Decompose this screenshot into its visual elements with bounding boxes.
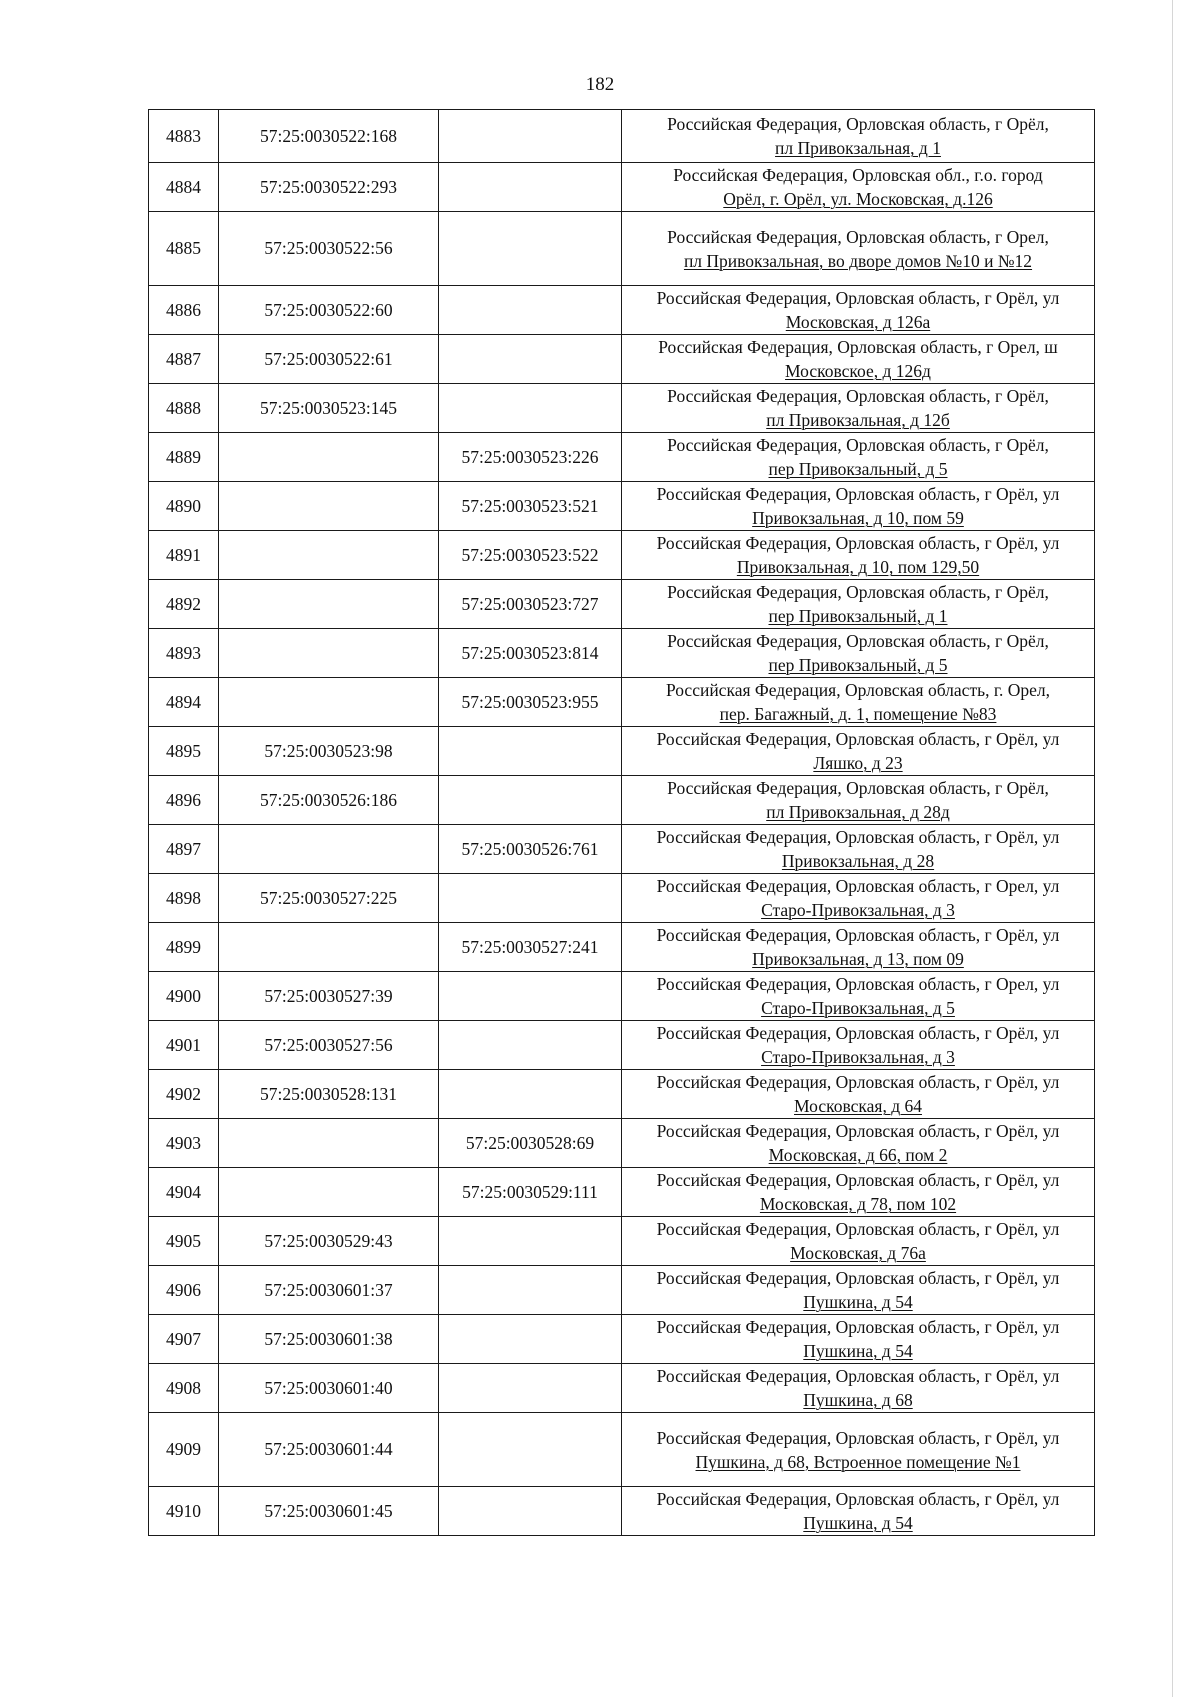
- cadastral-number-cell: 57:25:0030601:40: [219, 1364, 439, 1413]
- address-line: Привокзальная, д 10, пом 59: [752, 508, 964, 528]
- premises-cadastral-number-cell: 57:25:0030523:727: [439, 580, 622, 629]
- address-line: Московская, д 76а: [790, 1243, 926, 1263]
- address-line: Привокзальная, д 28: [781, 851, 935, 871]
- row-number-cell: 4895: [149, 727, 219, 776]
- address-line: Российская Федерация, Орловская область, г Орел, ул: [656, 876, 1060, 896]
- premises-cadastral-number-cell: [439, 384, 622, 433]
- table-row: [149, 482, 1095, 531]
- table-row: [149, 1119, 1095, 1168]
- table-row: [149, 1021, 1095, 1070]
- cadastral-number-cell: [219, 629, 439, 678]
- premises-cadastral-number-cell: [439, 1315, 622, 1364]
- address-line: Пушкина, д 68, Встроенное помещение №1: [695, 1451, 1021, 1472]
- cadastral-number-cell: [219, 1119, 439, 1168]
- row-number-cell: 4886: [149, 286, 219, 335]
- address-cell: [622, 163, 1095, 212]
- table-row: [149, 629, 1095, 678]
- premises-cadastral-number-cell: [439, 1070, 622, 1119]
- address-cell: [622, 531, 1095, 580]
- table-row: [149, 1315, 1095, 1364]
- address-cell: [622, 580, 1095, 629]
- cadastral-number-cell: 57:25:0030527:56: [219, 1021, 439, 1070]
- address-line: пл Привокзальная, д 1: [775, 138, 941, 158]
- row-number-cell: 4893: [149, 629, 219, 678]
- table-row: [149, 1070, 1095, 1119]
- row-number-cell: 4889: [149, 433, 219, 482]
- address-line: Российская Федерация, Орловская область, г Орёл, ул: [656, 484, 1060, 504]
- table-row: [149, 1413, 1095, 1487]
- address-line: Российская Федерация, Орловская область, г Орёл, ул: [656, 1489, 1060, 1509]
- address-line: Российская Федерация, Орловская область, г Орёл, ул: [656, 827, 1060, 847]
- table-row: [149, 384, 1095, 433]
- address-line: Привокзальная, д 13, пом 09: [752, 949, 964, 969]
- premises-cadastral-number-cell: [439, 1364, 622, 1413]
- cadastral-number-cell: 57:25:0030523:145: [219, 384, 439, 433]
- address-line: Российская Федерация, Орловская область, г Орёл, ул: [656, 729, 1060, 749]
- address-line: пер Привокзальный, д 1: [768, 606, 948, 626]
- cadastral-number-cell: 57:25:0030527:225: [219, 874, 439, 923]
- address-cell: [622, 825, 1095, 874]
- premises-cadastral-number-cell: [439, 1021, 622, 1070]
- address-line: пер Привокзальный, д 5: [768, 655, 948, 675]
- row-number-cell: 4888: [149, 384, 219, 433]
- premises-cadastral-number-cell: 57:25:0030523:226: [439, 433, 622, 482]
- address-cell: [622, 286, 1095, 335]
- cadastral-number-cell: 57:25:0030529:43: [219, 1217, 439, 1266]
- registry-table-body: [149, 110, 1095, 1536]
- cadastral-number-cell: 57:25:0030522:60: [219, 286, 439, 335]
- address-line: Московская, д 78, пом 102: [759, 1194, 957, 1214]
- cadastral-number-cell: 57:25:0030601:37: [219, 1266, 439, 1315]
- address-line: Ляшко, д 23: [813, 753, 903, 773]
- row-number-cell: 4896: [149, 776, 219, 825]
- premises-cadastral-number-cell: [439, 776, 622, 825]
- cadastral-number-cell: 57:25:0030522:61: [219, 335, 439, 384]
- address-line: Московская, д 64: [794, 1096, 922, 1116]
- premises-cadastral-number-cell: [439, 972, 622, 1021]
- table-row: [149, 433, 1095, 482]
- row-number-cell: 4903: [149, 1119, 219, 1168]
- cadastral-number-cell: [219, 1168, 439, 1217]
- table-row: [149, 163, 1095, 212]
- row-number-cell: 4899: [149, 923, 219, 972]
- address-line: Российская Федерация, Орловская область, г Орёл, ул: [656, 288, 1060, 308]
- address-cell: [622, 1217, 1095, 1266]
- cadastral-number-cell: [219, 433, 439, 482]
- address-line: Старо-Привокзальная, д 3: [761, 1047, 955, 1067]
- address-cell: [622, 1315, 1095, 1364]
- address-line: Российская Федерация, Орловская область, г Орёл, ул: [656, 1268, 1060, 1288]
- address-line: пл Привокзальная, во дворе домов №10 и №12: [683, 250, 1033, 271]
- address-line: Российская Федерация, Орловская область, г Орёл, ул: [656, 1317, 1060, 1337]
- address-cell: [622, 1168, 1095, 1217]
- address-line: пер Привокзальный, д 5: [768, 459, 948, 479]
- cadastral-number-cell: [219, 580, 439, 629]
- premises-cadastral-number-cell: 57:25:0030523:521: [439, 482, 622, 531]
- row-number-cell: 4908: [149, 1364, 219, 1413]
- premises-cadastral-number-cell: 57:25:0030527:241: [439, 923, 622, 972]
- cadastral-number-cell: [219, 825, 439, 874]
- row-number-cell: 4898: [149, 874, 219, 923]
- premises-cadastral-number-cell: [439, 212, 622, 286]
- address-line: Российская Федерация, Орловская область, г Орёл, ул: [656, 925, 1060, 945]
- address-line: Привокзальная, д 10, пом 129,50: [736, 557, 980, 577]
- address-line: Российская Федерация, Орловская область, г Орёл,: [667, 435, 1049, 455]
- row-number-cell: 4902: [149, 1070, 219, 1119]
- table-row: [149, 212, 1095, 286]
- row-number-cell: 4887: [149, 335, 219, 384]
- address-line: Российская Федерация, Орловская область, г Орёл, ул: [656, 1170, 1060, 1190]
- premises-cadastral-number-cell: 57:25:0030523:955: [439, 678, 622, 727]
- page-number: 182: [585, 74, 615, 95]
- premises-cadastral-number-cell: [439, 874, 622, 923]
- table-row: [149, 1168, 1095, 1217]
- premises-cadastral-number-cell: [439, 1413, 622, 1487]
- address-cell: [622, 923, 1095, 972]
- registry-table: [148, 109, 1095, 1536]
- address-cell: [622, 874, 1095, 923]
- premises-cadastral-number-cell: [439, 163, 622, 212]
- address-line: Московское, д 126д: [785, 361, 931, 381]
- address-line: Российская Федерация, Орловская область, г Орел, ул: [656, 974, 1060, 994]
- address-line: Пушкина, д 68: [803, 1390, 913, 1410]
- address-cell: [622, 1266, 1095, 1315]
- table-row: [149, 335, 1095, 384]
- address-line: Российская Федерация, Орловская область, г Орёл,: [667, 114, 1049, 134]
- address-cell: [622, 727, 1095, 776]
- row-number-cell: 4907: [149, 1315, 219, 1364]
- cadastral-number-cell: [219, 482, 439, 531]
- premises-cadastral-number-cell: [439, 1266, 622, 1315]
- table-row: [149, 286, 1095, 335]
- address-line: пер. Багажный, д. 1, помещение №83: [719, 704, 997, 724]
- row-number-cell: 4885: [149, 212, 219, 286]
- row-number-cell: 4883: [149, 110, 219, 163]
- row-number-cell: 4897: [149, 825, 219, 874]
- address-line: Российская Федерация, Орловская область, г. Орел,: [665, 680, 1051, 700]
- address-cell: [622, 678, 1095, 727]
- premises-cadastral-number-cell: [439, 110, 622, 163]
- premises-cadastral-number-cell: 57:25:0030523:522: [439, 531, 622, 580]
- address-cell: [622, 433, 1095, 482]
- cadastral-number-cell: 57:25:0030601:38: [219, 1315, 439, 1364]
- cadastral-number-cell: [219, 923, 439, 972]
- table-row: [149, 874, 1095, 923]
- address-line: Российская Федерация, Орловская область, г Орёл, ул: [656, 1219, 1060, 1239]
- table-row: [149, 1217, 1095, 1266]
- address-line: Российская Федерация, Орловская область, г Орёл, ул: [656, 1023, 1060, 1043]
- premises-cadastral-number-cell: [439, 1217, 622, 1266]
- scan-edge-line: [1172, 0, 1173, 1697]
- address-line: Российская Федерация, Орловская область, г Орёл, ул: [656, 533, 1060, 553]
- cadastral-number-cell: 57:25:0030522:56: [219, 212, 439, 286]
- cadastral-number-cell: [219, 678, 439, 727]
- cadastral-number-cell: 57:25:0030601:44: [219, 1413, 439, 1487]
- premises-cadastral-number-cell: 57:25:0030529:111: [439, 1168, 622, 1217]
- premises-cadastral-number-cell: 57:25:0030523:814: [439, 629, 622, 678]
- address-cell: [622, 212, 1095, 286]
- table-row: [149, 531, 1095, 580]
- address-cell: [622, 776, 1095, 825]
- address-line: Российская Федерация, Орловская область, г Орёл,: [667, 778, 1049, 798]
- row-number-cell: 4894: [149, 678, 219, 727]
- address-line: Российская Федерация, Орловская область, г Орёл, ул: [656, 1427, 1060, 1448]
- address-line: Московская, д 126а: [785, 312, 931, 332]
- address-cell: [622, 1413, 1095, 1487]
- table-row: [149, 110, 1095, 163]
- table-row: [149, 678, 1095, 727]
- address-cell: [622, 335, 1095, 384]
- premises-cadastral-number-cell: 57:25:0030526:761: [439, 825, 622, 874]
- address-cell: [622, 1119, 1095, 1168]
- address-cell: [622, 110, 1095, 163]
- address-cell: [622, 1070, 1095, 1119]
- table-row: [149, 776, 1095, 825]
- address-line: пл Привокзальная, д 12б: [766, 410, 950, 430]
- row-number-cell: 4905: [149, 1217, 219, 1266]
- address-cell: [622, 1487, 1095, 1536]
- row-number-cell: 4910: [149, 1487, 219, 1536]
- address-cell: [622, 972, 1095, 1021]
- address-line: Российская Федерация, Орловская область, г Орёл,: [667, 631, 1049, 651]
- premises-cadastral-number-cell: [439, 1487, 622, 1536]
- cadastral-number-cell: [219, 531, 439, 580]
- table-row: [149, 1364, 1095, 1413]
- cadastral-number-cell: 57:25:0030528:131: [219, 1070, 439, 1119]
- table-row: [149, 1487, 1095, 1536]
- row-number-cell: 4909: [149, 1413, 219, 1487]
- cadastral-number-cell: 57:25:0030523:98: [219, 727, 439, 776]
- table-row: [149, 727, 1095, 776]
- address-line: Российская Федерация, Орловская область, г Орёл, ул: [656, 1121, 1060, 1141]
- address-line: пл Привокзальная, д 28д: [766, 802, 950, 822]
- address-line: Российская Федерация, Орловская область, г Орёл, ул: [656, 1366, 1060, 1386]
- address-line: Российская Федерация, Орловская область, г Орёл, ул: [656, 1072, 1060, 1092]
- address-cell: [622, 1021, 1095, 1070]
- table-row: [149, 1266, 1095, 1315]
- cadastral-number-cell: 57:25:0030527:39: [219, 972, 439, 1021]
- row-number-cell: 4890: [149, 482, 219, 531]
- address-line: Российская Федерация, Орловская область, г Орел, ш: [658, 337, 1058, 357]
- address-line: Старо-Привокзальная, д 5: [761, 998, 955, 1018]
- address-line: Пушкина, д 54: [803, 1341, 913, 1361]
- row-number-cell: 4892: [149, 580, 219, 629]
- table-row: [149, 972, 1095, 1021]
- address-cell: [622, 629, 1095, 678]
- premises-cadastral-number-cell: [439, 727, 622, 776]
- table-row: [149, 580, 1095, 629]
- address-cell: [622, 384, 1095, 433]
- address-line: Российская Федерация, Орловская область, г Орёл,: [667, 386, 1049, 406]
- table-row: [149, 825, 1095, 874]
- address-line: Орёл, г. Орёл, ул. Московская, д.126: [723, 189, 993, 209]
- row-number-cell: 4884: [149, 163, 219, 212]
- cadastral-number-cell: 57:25:0030601:45: [219, 1487, 439, 1536]
- row-number-cell: 4891: [149, 531, 219, 580]
- cadastral-number-cell: 57:25:0030522:168: [219, 110, 439, 163]
- address-line: Российская Федерация, Орловская область, г Орёл,: [667, 582, 1049, 602]
- premises-cadastral-number-cell: 57:25:0030528:69: [439, 1119, 622, 1168]
- address-line: Российская Федерация, Орловская обл., г.о. город: [673, 165, 1043, 185]
- premises-cadastral-number-cell: [439, 335, 622, 384]
- address-line: Московская, д 66, пом 2: [768, 1145, 948, 1165]
- address-line: Российская Федерация, Орловская область, г Орел,: [667, 226, 1049, 247]
- table-row: [149, 923, 1095, 972]
- row-number-cell: 4901: [149, 1021, 219, 1070]
- cadastral-number-cell: 57:25:0030522:293: [219, 163, 439, 212]
- premises-cadastral-number-cell: [439, 286, 622, 335]
- address-cell: [622, 1364, 1095, 1413]
- row-number-cell: 4900: [149, 972, 219, 1021]
- row-number-cell: 4904: [149, 1168, 219, 1217]
- address-cell: [622, 482, 1095, 531]
- cadastral-number-cell: 57:25:0030526:186: [219, 776, 439, 825]
- address-line: Пушкина, д 54: [803, 1292, 913, 1312]
- address-line: Пушкина, д 54: [803, 1513, 913, 1533]
- row-number-cell: 4906: [149, 1266, 219, 1315]
- address-line: Старо-Привокзальная, д 3: [761, 900, 955, 920]
